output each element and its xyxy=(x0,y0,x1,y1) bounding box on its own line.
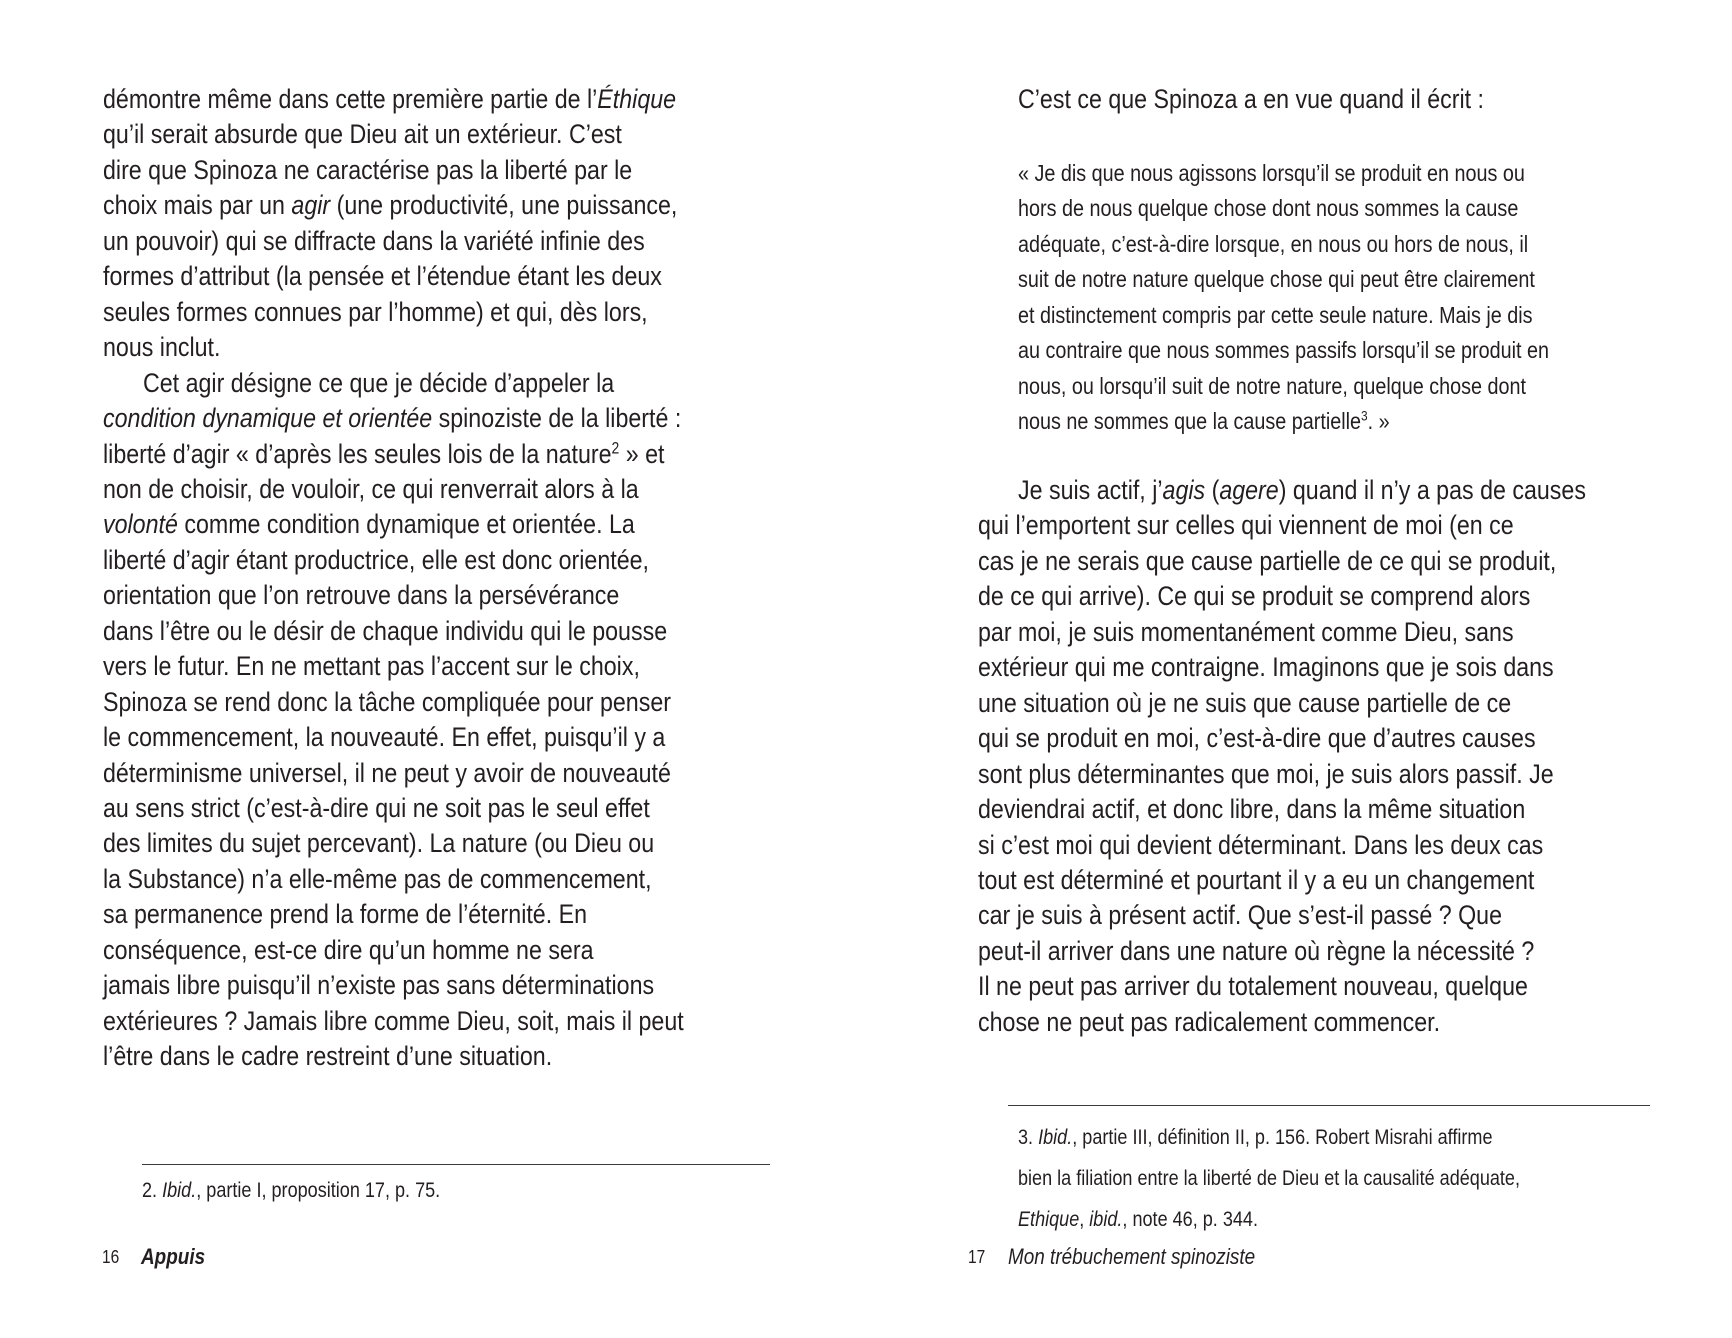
footnote-line: Ethique, ibid., note 46, p. 344. xyxy=(1018,1208,1258,1231)
body-line: sa permanence prend la forme de l’éternité. En xyxy=(103,899,588,930)
body-line: démontre même dans cette première partie de l’Éthique xyxy=(103,84,677,114)
body-line: dire que Spinoza ne caractérise pas la liberté par le xyxy=(103,154,633,185)
body-line: cas je ne serais que cause partielle de ce qui se produit, xyxy=(978,545,1557,576)
quote-line: nous ne sommes que la cause partielle$^3$. » xyxy=(1018,408,1390,435)
body-line: Je suis actif, j’agis (agere) quand il n’y a pas de causes xyxy=(1018,475,1586,505)
body-line: extérieures ? Jamais libre comme Dieu, soit, mais il peut xyxy=(103,1005,684,1036)
body-line: au sens strict (c’est-à-dire qui ne soit pas le seul effet xyxy=(103,793,650,823)
quote-line: hors de nous quelque chose dont nous sommes la cause xyxy=(1018,195,1519,222)
body-line: volonté comme condition dynamique et orientée. La xyxy=(103,509,635,540)
body-line: seules formes connues par l’homme) et qui, dès lors, xyxy=(103,296,648,327)
body-line: un pouvoir) qui se diffracte dans la variété infinie des xyxy=(103,225,645,256)
body-line: la Substance) n’a elle-même pas de commencement, xyxy=(103,863,652,894)
body-line: dans l’être ou le désir de chaque individu qui le pousse xyxy=(103,615,668,646)
body-line: vers le futur. En ne mettant pas l’accent sur le choix, xyxy=(103,651,640,682)
quote-line: au contraire que nous sommes passifs lorsqu’il se produit en xyxy=(1018,337,1550,364)
right-page xyxy=(866,0,1732,1338)
quote-line: « Je dis que nous agissons lorsqu’il se produit en nous ou xyxy=(1018,160,1525,186)
footnote-reference: 2 xyxy=(611,438,620,457)
body-line: l’être dans le cadre restreint d’une situation. xyxy=(103,1041,553,1072)
footnote-line: 3. Ibid., partie III, définition II, p. 156. Robert Misrahi affirme xyxy=(1018,1126,1493,1149)
body-line: formes d’attribut (la pensée et l’étendue étant les deux xyxy=(103,261,662,292)
body-line: orientation que l’on retrouve dans la persévérance xyxy=(103,580,620,611)
body-line: déterminisme universel, il ne peut y avoir de nouveauté xyxy=(103,757,671,788)
body-line: deviendrai actif, et donc libre, dans la même situation xyxy=(978,794,1526,825)
quote-line: suit de notre nature quelque chose qui peut être clairement xyxy=(1018,266,1535,293)
footnote-line: bien la filiation entre la liberté de Dieu et la causalité adéquate, xyxy=(1018,1167,1520,1190)
running-head-left: Appuis xyxy=(141,1244,206,1269)
body-line: nous inclut. xyxy=(103,332,221,363)
body-line: une situation où je ne suis que cause partielle de ce xyxy=(978,687,1512,718)
body-line: par moi, je suis momentanément comme Dieu, sans xyxy=(978,616,1514,647)
body-line: non de choisir, de vouloir, ce qui renverrait alors à la xyxy=(103,473,639,504)
body-line: choix mais par un agir (une productivité, une puissance, xyxy=(103,190,678,221)
page-number-left: 16 xyxy=(102,1247,120,1267)
body-line: qui l’emportent sur celles qui viennent de moi (en ce xyxy=(978,510,1514,541)
quote-line: et distinctement compris par cette seule nature. Mais je dis xyxy=(1018,301,1533,328)
body-line: jamais libre puisqu’il n’existe pas sans déterminations xyxy=(103,970,655,1001)
page-number-right: 17 xyxy=(968,1247,986,1267)
body-line: Il ne peut pas arriver du totalement nouveau, quelque xyxy=(978,971,1528,1002)
body-line: le commencement, la nouveauté. En effet, puisqu’il y a xyxy=(103,722,666,753)
body-line: car je suis à présent actif. Que s’est-il passé ? Que xyxy=(978,900,1502,931)
body-line: qui se produit en moi, c’est-à-dire que d’autres causes xyxy=(978,723,1536,754)
body-line: tout est déterminé et pourtant il y a eu un changement xyxy=(978,864,1535,895)
body-line: des limites du sujet percevant). La nature (ou Dieu ou xyxy=(103,828,655,859)
footnote-line: 2. Ibid., partie I, proposition 17, p. 75. xyxy=(142,1179,441,1202)
body-line: liberté d’agir « d’après les seules lois de la nature$^2$ » et xyxy=(103,438,665,469)
body-line: de ce qui arrive). Ce qui se produit se comprend alors xyxy=(978,581,1531,612)
body-line: conséquence, est-ce dire qu’un homme ne sera xyxy=(103,934,594,965)
quote-line: adéquate, c’est-à-dire lorsque, en nous ou hors de nous, il xyxy=(1018,230,1529,257)
quote-line: nous, ou lorsqu’il suit de notre nature, quelque chose dont xyxy=(1018,372,1527,399)
body-line: qu’il serait absurde que Dieu ait un extérieur. C’est xyxy=(103,119,622,150)
body-line: peut-il arriver dans une nature où règne la nécessité ? xyxy=(978,935,1535,966)
running-head-right: Mon trébuchement spinoziste xyxy=(1008,1244,1256,1269)
right-footnote-rule xyxy=(1008,1105,1650,1106)
left-footnote-rule xyxy=(142,1164,770,1165)
body-line: condition dynamique et orientée spinoziste de la liberté : xyxy=(103,403,682,434)
footnote-reference: 3 xyxy=(1361,408,1368,424)
body-line: chose ne peut pas radicalement commencer. xyxy=(978,1006,1441,1037)
quote-intro-line: C’est ce que Spinoza a en vue quand il écrit : xyxy=(1018,84,1484,114)
body-line: sont plus déterminantes que moi, je suis alors passif. Je xyxy=(978,758,1554,789)
body-line: Cet agir désigne ce que je décide d’appeler la xyxy=(143,367,615,398)
body-line: liberté d’agir étant productrice, elle est donc orientée, xyxy=(103,544,649,575)
body-line: Spinoza se rend donc la tâche compliquée pour penser xyxy=(103,686,671,717)
body-line: extérieur qui me contraigne. Imaginons que je sois dans xyxy=(978,652,1554,683)
body-line: si c’est moi qui devient déterminant. Dans les deux cas xyxy=(978,829,1544,860)
